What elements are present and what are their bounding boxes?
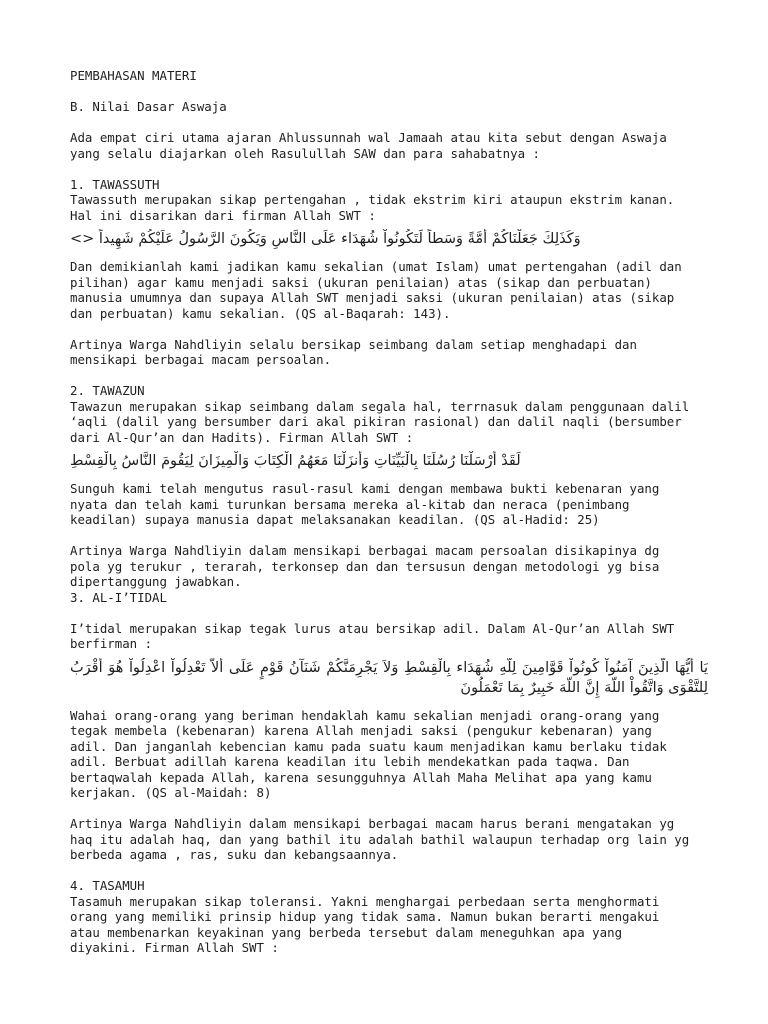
tawassuth-translation: Dan demikianlah kami jadikan kamu sekalian (umat Islam) umat pertengahan (adil dan pilihan) agar kamu menjadi saksi (ukuran penilaian) atas (sikap dan perbuatan) manusia umumnya dan supaya Allah SWT menjadi saksi (ukuran penilaian) atas (sikap dan perbuatan) kamu sekalian. (QS al-Baqarah: 143). — [70, 259, 682, 321]
itidal-meaning: Artinya Warga Nahdliyin dalam mensikapi berbagai macam harus berani mengatakan yg haq itu adalah haq, dan yang bathil itu adalah bathil walaupun terhadap org lain yg berbeda agama , ras, suku dan kebangsaannya. — [70, 816, 690, 862]
tawazun-body: Tawazun merupakan sikap seimbang dalam segala hal, terrnasuk dalam penggunaan dalil ‘aqli (dalil yang bersumber dari akal pikiran rasional) dan dalil naqli (bersumber dari Al-Qur’an dan Hadits). Firman Allah SWT : — [70, 398, 690, 445]
tawazun-translation: Sunguh kami telah mengutus rasul-rasul kami dengan membawa bukti kebenaran yang nyata dan telah kami turunkan bersama mereka al-kitab dan neraca (penimbang keadilan) supaya manusia dapat melaksanakan keadilan. (QS al-Hadid: 25) — [70, 481, 660, 527]
itidal-body: I’tidal merupakan sikap tegak lurus atau bersikap adil. Dalam Al-Qur’an Allah SWT berfirman : — [70, 620, 675, 651]
tawassuth-meaning: Artinya Warga Nahdliyin selalu bersikap seimbang dalam setiap menghadapi dan mensikapi berbagai macam persoalan. — [70, 336, 637, 367]
document-title: PEMBAHASAN MATERI — [70, 68, 197, 83]
itidal-translation: Wahai orang-orang yang beriman hendaklah kamu sekalian menjadi orang-orang yang tegak membela (kebenaran) karena Allah menjadi saksi (pengukur kebenaran) yang adil. Dan janganlah kebencian kamu pada suatu kaum menjadikan kamu berlaku tidak adil. Berbuat adillah karena keadilan itu lebih mendekatkan pada taqwa. Dan bertaqwalah kepada Allah, karena sesungguhnya Allah Maha Melihat apa yang kamu kerjakan. (QS al-Maidah: 8) — [70, 707, 667, 800]
tawassuth-arabic-verse: وَكَذَلِكَ جَعَلْنَاكُمْ أُمَّةً وَسَطاً لِّتَكُونُواْ شُهَدَاء عَلَى النَّاسِ وَيَكُونَ الرَّسُولُ عَلَيْكُمْ شَهِيداً <> — [70, 231, 581, 247]
tawazun-arabic-verse: لَقَدْ أَرْسَلْنَا رُسُلَنَا بِالْبَيِّنَاتِ وَأَنزَلْنَا مَعَهُمُ الْكِتَابَ وَالْمِيزَانَ لِيَقُومَ النَّاسُ بِالْقِسْطِ — [70, 453, 521, 469]
tasamuh-heading: 4. TASAMUH — [70, 878, 145, 893]
tasamuh-body: Tasamuh merupakan sikap toleransi. Yakni menghargai perbedaan serta menghormati orang yang memiliki prinsip hidup yang tidak sama. Namun bukan berarti mengakui atau membenarkan keyakinan yang berbeda tersebut dalam meneguhkan apa yang diyakini. Firman Allah SWT : — [70, 893, 660, 955]
itidal-arabic-verse: يَا أَيُّهَا الَّذِينَ آمَنُواْ كُونُواْ قَوَّامِينَ لِلّهِ شُهَدَاء بِالْقِسْطِ وَلاَ يَجْرِمَنَّكُمْ شَنَآنُ قَوْمٍ عَلَى أَلاَّ تَعْدِلُواْ اعْدِلُواْ هُوَ أَقْرَبُ لِلتَّقْوَى وَاتَّقُواْ اللّهَ إِنَّ اللّهَ خَبِيرٌ بِمَا تَعْمَلُونَ — [70, 659, 708, 696]
tawazun-meaning: Artinya Warga Nahdliyin dalam mensikapi berbagai macam persoalan disikapinya dg pola yg terukur , terarah, terkonsep dan dan tersusun dengan metodologi yg bisa dipertanggung jawabkan. — [70, 543, 660, 589]
itidal-heading: 3. AL-I’TIDAL — [70, 589, 167, 605]
tawassuth-body: Tawassuth merupakan sikap pertengahan , tidak ekstrim kiri ataupun ekstrim kanan. Hal ini disarikan dari firman Allah SWT : — [70, 192, 675, 223]
tawassuth-heading: 1. TAWASSUTH — [70, 176, 160, 192]
intro-paragraph: Ada empat ciri utama ajaran Ahlussunnah wal Jamaah atau kita sebut dengan Aswaja yang selalu diajarkan oleh Rasulullah SAW dan para sahabatnya : — [70, 130, 667, 161]
section-heading: B. Nilai Dasar Aswaja — [70, 99, 227, 114]
tawazun-heading: 2. TAWAZUN — [70, 383, 145, 398]
